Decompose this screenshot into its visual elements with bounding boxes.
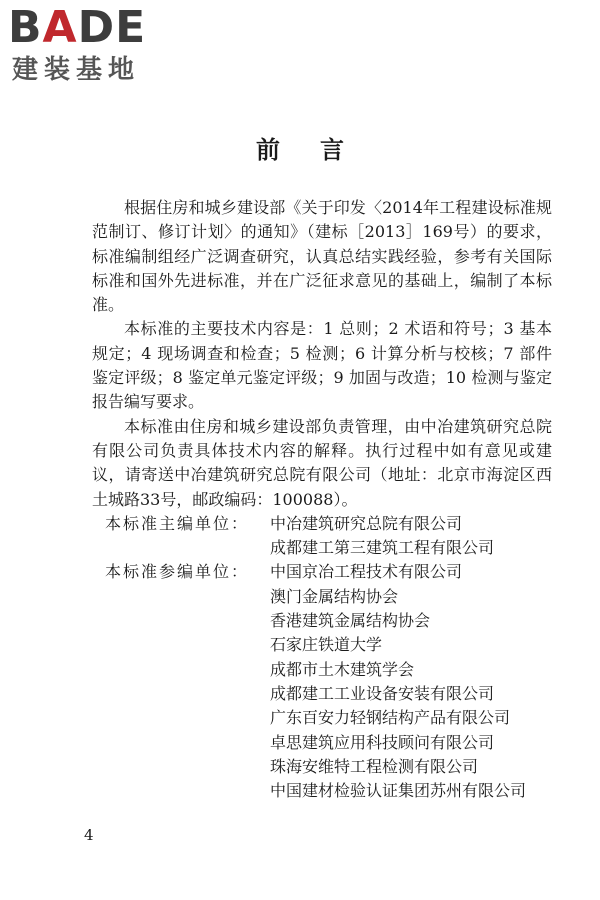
page-number: 4 — [84, 826, 94, 844]
bade-logo — [8, 2, 178, 88]
participating-unit: 卓思建筑应用科技顾问有限公司 — [270, 732, 495, 752]
paragraph-3: 本标准由住房和城乡建设部负责管理，由中冶建筑研究总院有限公司负责具体技术内容的解释。执行过程中如有意见或建议，请寄送中冶建筑研究总院有限公司（地址：北京市海淀区西土城路33号，邮政编码：100088）。 — [92, 416, 552, 509]
logo-letter-a-accent: A — [42, 2, 78, 53]
logo-letters-de: DE — [77, 2, 147, 53]
participating-units-block — [92, 560, 552, 803]
chief-units-label: 本标准主编单位： — [105, 513, 250, 533]
participating-unit: 石家庄铁道大学 — [270, 635, 383, 655]
participating-unit: 广东百安力轻钢结构产品有限公司 — [270, 708, 511, 728]
paragraph-2: 本标准的主要技术内容是：1 总则；2 术语和符号；3 基本规定；4 现场调查和检查；5 检测；6 计算分析与校核；7 部件鉴定评级；8 鉴定单元鉴定评级；9 加固与改造；10 检测与鉴定报告编写要求。 — [92, 319, 552, 412]
preface-body — [92, 196, 552, 803]
participating-units-label: 本标准参编单位： — [105, 562, 250, 582]
paragraph-1: 根据住房和城乡建设部《关于印发〈2014年工程建设标准规范制订、修订计划〉的通知》（建标［2013］169号）的要求，标准编制组经广泛调查研究，认真总结实践经验，参考有关国际标准和国外先进标准，并在广泛征求意见的基础上，编制了本标准。 — [92, 198, 552, 315]
participating-units-list — [270, 560, 526, 803]
logo-wordmark — [8, 2, 147, 53]
participating-unit: 澳门金属结构协会 — [270, 586, 399, 606]
participating-unit: 香港建筑金属结构协会 — [270, 611, 431, 631]
participating-unit: 成都建工工业设备安装有限公司 — [270, 683, 495, 703]
chief-units-list — [270, 512, 494, 561]
page-title: 前言 — [256, 135, 384, 164]
chief-unit: 成都建工第三建筑工程有限公司 — [270, 538, 495, 558]
participating-unit: 成都市土木建筑学会 — [270, 659, 415, 679]
logo-subtitle: 建装基地 — [12, 55, 141, 85]
participating-unit: 中国建材检验认证集团苏州有限公司 — [270, 781, 527, 801]
chief-unit: 中冶建筑研究总院有限公司 — [270, 513, 463, 533]
participating-unit: 珠海安维特工程检测有限公司 — [270, 756, 479, 776]
chief-units-block — [92, 512, 552, 561]
logo-letter-b: B — [8, 2, 43, 53]
participating-unit: 中国京冶工程技术有限公司 — [270, 562, 463, 582]
